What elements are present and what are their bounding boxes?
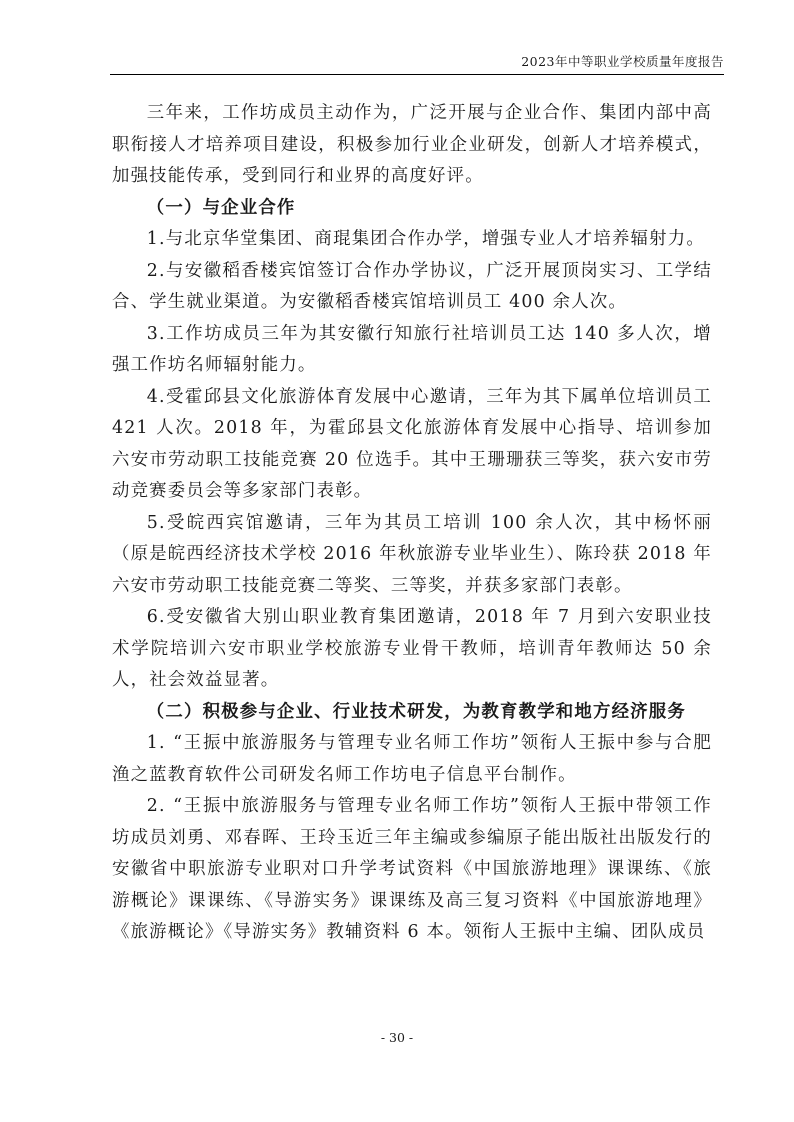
section-heading-1: （一）与企业合作 bbox=[146, 197, 296, 218]
page-header bbox=[110, 48, 724, 75]
list-item: 2. “王振中旅游服务与管理专业名师工作坊”领衔人王振中带领工作坊成员刘勇、邓春晖、王玲玉近三年主编或参编原子能出版社出版发行的安徽省中职旅游专业职对口升学考试资料《中国旅游地理》课课练、《旅游概论》课课练、《导游实务》课课练及高三复习资料《中国旅游地理》《旅游概论》《导游实务》教辅资料 6 本。领衔人王振中主编、团队成员 bbox=[112, 796, 712, 942]
list-item: 3.工作坊成员三年为其安徽行知旅行社培训员工达 140 多人次，增强工作坊名师辐射能力。 bbox=[112, 323, 712, 375]
list-item: 1.与北京华堂集团、商琨集团合作办学，增强专业人才培养辐射力。 bbox=[146, 229, 705, 249]
main-content bbox=[112, 98, 712, 949]
header-title: 2023年中等职业学校质量年度报告 bbox=[521, 54, 724, 69]
list-item: 4.受霍邱县文化旅游体育发展中心邀请，三年为其下属单位培训员工 421 人次。2018 年，为霍邱县文化旅游体育发展中心指导、培训参加六安市劳动职工技能竞赛 20 位选手。其中王珊珊获三等奖，获六安市劳动竞赛委员会等多家部门表彰。 bbox=[112, 386, 712, 501]
list-item: 6.受安徽省大别山职业教育集团邀请，2018 年 7 月到六安职业技术学院培训六安市职业学校旅游专业骨干教师，培训青年教师达 50 余人，社会效益显著。 bbox=[112, 607, 712, 690]
page-number: - 30 - bbox=[380, 1030, 414, 1045]
list-item: 5.受皖西宾馆邀请，三年为其员工培训 100 余人次，其中杨怀丽（原是皖西经济技术学校 2016 年秋旅游专业毕业生）、陈玲获 2018 年六安市劳动职工技能竞赛二等奖、三等奖，并获多家部门表彰。 bbox=[112, 512, 712, 596]
list-item: 2.与安徽稻香楼宾馆签订合作办学协议，广泛开展顶岗实习、工学结合、学生就业渠道。为安徽稻香楼宾馆培训员工 400 余人次。 bbox=[112, 260, 712, 312]
intro-paragraph: 三年来，工作坊成员主动作为，广泛开展与企业合作、集团内部中高职衔接人才培养项目建设，积极参加行业企业研发，创新人才培养模式，加强技能传承，受到同行和业界的高度好评。 bbox=[112, 103, 712, 186]
section-heading-2: （二）积极参与企业、行业技术研发，为教育教学和地方经济服务 bbox=[146, 701, 686, 722]
list-item: 1. “王振中旅游服务与管理专业名师工作坊”领衔人王振中参与合肥渔之蓝教育软件公司研发名师工作坊电子信息平台制作。 bbox=[112, 733, 712, 785]
